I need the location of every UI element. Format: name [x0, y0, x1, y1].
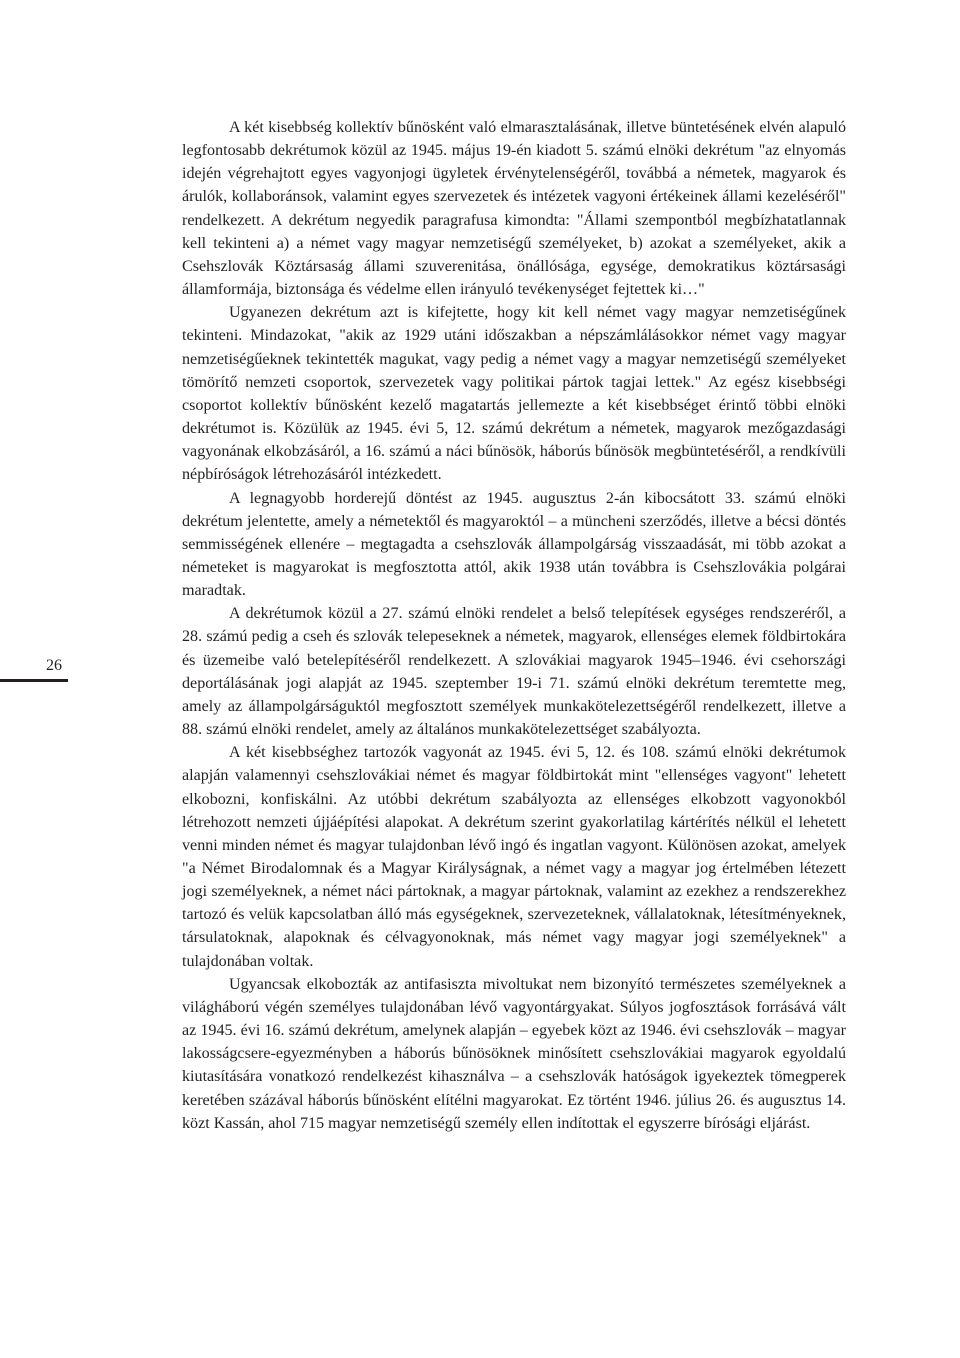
margin-rule: [0, 679, 68, 682]
paragraph-3: A legnagyobb horderejű döntést az 1945. augusztus 2-án kibocsátott 33. számú elnöki dekrétum jelentette, amely a németektől és magyaroktól – a müncheni szerződés, illetve a bécsi döntés semmisségének ellenére – megtagadta a csehszlovák állampolgárság visszaadását, mi több azokat a németeket is magyarokat is megfosztotta attól, akik 1938 után továbbra is Csehszlovákia polgárai maradtak.: [182, 489, 846, 600]
page-number: 26: [46, 657, 62, 674]
paragraph-4: A dekrétumok közül a 27. számú elnöki rendelet a belső telepítések egységes rendszeréről, a 28. számú pedig a cseh és szlovák telepeseknek a németek, magyarok, ellenséges elemek földbirtokára és üzemeibe való betelepítéséről rendelkezett. A szlovákiai magyarok 1945–1946. évi csehországi deportálásának jogi alapját az 1945. szeptember 19-i 71. számú elnöki dekrétum teremtette meg, amely az állampolgárságuktól megfosztott személyek munkakötelezettségéről rendelkezett, illetve a 88. számú elnöki rendelet, amely az általános munkakötelezettséget szabályozta.: [182, 605, 846, 739]
text-block: [182, 116, 846, 1135]
paragraph-6: Ugyancsak elkobozták az antifasiszta mivoltukat nem bizonyító természetes személyeknek a világháború végén személyes tulajdonában lévő vagyontárgyakat. Súlyos jogfosztások forrásává vált az 1945. évi 16. számú dekrétum, amelynek alapján – egyebek közt az 1946. évi csehszlovák – magyar lakosságcsere-egyezményben a háborús bűnösöknek minősített csehszlovákiai magyarok egyoldalú kiutasítására vonatkozó rendelkezést kihasználva – a csehszlovák hatóságok igyekeztek tömegperek keretében százával háborús bűnösként elítélni magyarokat. Ez történt 1946. július 26. és augusztus 14. közt Kassán, ahol 715 magyar nemzetiségű személy ellen indítottak el egyszerre bírósági eljárást.: [182, 975, 846, 1132]
paragraph-5: A két kisebbséghez tartozók vagyonát az 1945. évi 5, 12. és 108. számú elnöki dekrétumok alapján valamennyi csehszlovákiai német és magyar földbirtokát mint "ellenséges vagyont" lehetett elkobozni, konfiskálni. Az utóbbi dekrétum szabályozta az ellenséges elkobzott vagyonokból létrehozott nemzeti újjáépítési alapokat. A dekrétum szerint gyakorlatilag kártérítés nélkül el lehetett venni minden német és magyar tulajdonban lévő ingó és ingatlan vagyont. Különösen azokat, amelyek "a Német Birodalomnak és a Magyar Királyságnak, a német vagy a magyar jog értelmében létezett jogi személyeknek, a német náci pártoknak, a magyar pártoknak, valamint az ezekhez a rendszerekhez tartozó és velük kapcsolatban álló más egységeknek, szervezeteknek, vállalatoknak, létesítményeknek, társulatoknak, alapoknak és célvagyonoknak, más német vagy magyar jogi személyeknek" a tulajdonában voltak.: [182, 744, 846, 970]
paragraph-1: A két kisebbség kollektív bűnösként való elmarasztalásának, illetve büntetésének elvén alapuló legfontosabb dekrétumok közül az 1945. május 19-én kiadott 5. számú elnöki dekrétum "az elnyomás idején végrehajtott egyes vagyonjogi ügyletek érvénytelenségéről, továbbá a németek, magyarok és árulók, kollaboránsok, valamint egyes szervezetek és intézetek vagyoni értékeinek állami kezeléséről" rendelkezett. A dekrétum negyedik paragrafusa kimondta: "Állami szempontból megbízhatatlannak kell tekinteni a) a német vagy magyar nemzetiségű személyeket, b) azokat a személyeket, akik a Csehszlovák Köztársaság állami szuverenitása, önállósága, egysége, demokratikus köztársasági államformája, biztonsága és védelme ellen irányuló tevékenységet fejtettek ki…": [182, 119, 846, 299]
paragraph-2: Ugyanezen dekrétum azt is kifejtette, hogy kit kell német vagy magyar nemzetiségűnek tekinteni. Mindazokat, "akik az 1929 utáni időszakban a népszámlálásokkor német vagy magyar nemzetiségűeknek tekintették magukat, vagy pedig a német vagy a magyar nemzetiségű személyeket tömörítő nemzeti csoportok, szervezetek vagy politikai pártok tagjai lettek." Az egész kisebbségi csoportot kollektív bűnösként kezelő magatartás jellemezte a két kisebbséget érintő többi elnöki dekrétumot is. Közülük az 1945. évi 5, 12. számú dekrétum a németek, magyarok mezőgazdasági vagyonának elkobzásáról, a 16. számú a náci bűnösök, háborús bűnösök megbüntetéséről, a rendkívüli népbíróságok létrehozásáról intézkedett.: [182, 304, 846, 484]
